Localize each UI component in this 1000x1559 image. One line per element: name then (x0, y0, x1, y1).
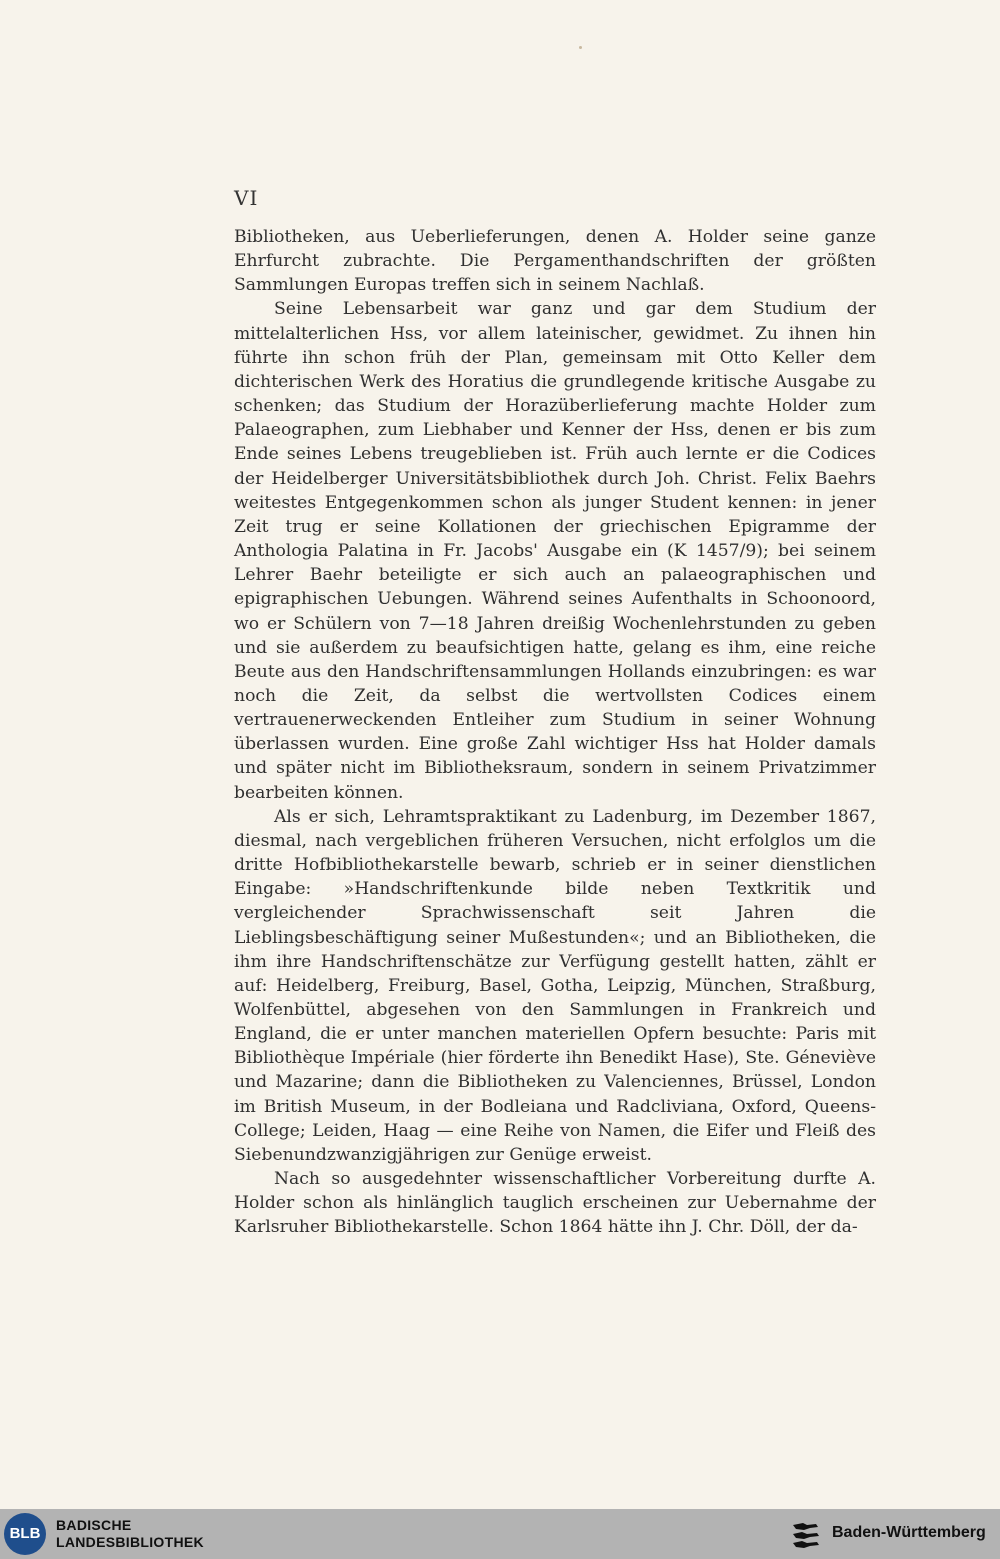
library-name[interactable] (56, 1517, 204, 1551)
footer-bar (0, 1509, 1000, 1559)
body-text (234, 225, 876, 1240)
paragraph-2: Seine Lebensarbeit war ganz und gar dem Studium der mittelalterlichen Hss, vor allem lateinischer, gewidmet. Zu ihnen hin führte ihn schon früh der Plan, gemeinsam mit Otto Keller dem dichterischen Werk des Horatius die grundlegende kritische Ausgabe zu schenken; das Studium der Horazüberlieferung machte Holder zum Palaeographen, zum Liebhaber und Kenner der Hss, denen er bis zum Ende seines Lebens treugeblieben ist. Früh auch lernte er die Codices der Heidelberger Universitätsbibliothek durch Joh. Christ. Felix Baehrs weitestes Entgegenkommen schon als junger Student kennen: in jener Zeit trug er seine Kollationen der griechischen Epigramme der Anthologia Palatina in Fr. Jacobs' Ausgabe ein (K 1457/9); bei seinem Lehrer Baehr beteiligte er sich auch an palaeographischen und epigraphischen Uebungen. Während seines Aufenthalts in Schoonoord, wo er Schülern von 7—18 Jahren dreißig Wochenlehrstunden zu geben und sie außerdem zu beaufsichtigen hatte, gelang es ihm, eine reiche Beute aus den Handschriftensammlungen Hollands einzubringen: es war noch die Zeit, da selbst die wertvollsten Codices einem vertrauenerweckenden Entleiher zum Studium in seiner Wohnung überlassen wurden. Eine große Zahl wichtiger Hss hat Holder damals und später nicht im Bibliotheksraum, sondern in seinem Privatzimmer bearbeiten können. (234, 299, 876, 803)
paper-speck (579, 46, 582, 49)
page-number: VI (234, 186, 259, 210)
state-name[interactable]: Baden-Württemberg (832, 1524, 986, 1541)
paragraph-4: Nach so ausgedehnter wissenschaftlicher Vorbereitung durfte A. Holder schon als hinlänglich tauglich erscheinen zur Uebernahme der Karlsruher Bibliothekarstelle. Schon 1864 hätte ihn J. Chr. Döll, der da- (234, 1169, 876, 1238)
paragraph-3: Als er sich, Lehramtspraktikant zu Ladenburg, im Dezember 1867, diesmal, nach vergeblichen früheren Versuchen, nicht erfolglos um die dritte Hofbibliothekarstelle bewarb, schrieb er in seiner dienstlichen Eingabe: »Handschriftenkunde bilde neben Textkritik und vergleichender Sprachwissenschaft seit Jahren die Lieblingsbeschäftigung seiner Mußestunden«; und an Bibliotheken, die ihm ihre Handschriftenschätze zur Verfügung gestellt hatten, zählt er auf: Heidelberg, Freiburg, Basel, Gotha, Leipzig, München, Straßburg, Wolfenbüttel, abgesehen von den Sammlungen in Frankreich und England, die er unter manchen materiellen Opfern besuchte: Paris mit Bibliothèque Impériale (hier förderte ihn Benedikt Hase), Ste. Géneviève und Mazarine; dann die Bibliotheken zu Valenciennes, Brüssel, London im British Museum, in der Bodleiana und Radcliviana, Oxford, Queens-College; Leiden, Haag — eine Reihe von Namen, die Eifer und Fleiß des Siebenundzwanzigjährigen zur Genüge erweist. (234, 806, 876, 1165)
paragraph-1: Bibliotheken, aus Ueberlieferungen, denen A. Holder seine ganze Ehrfurcht zubrachte. Die Pergamenthandschriften der größten Sammlungen Europas treffen sich in seinem Nachlaß. (234, 227, 876, 296)
library-name-line1: BADISCHE (56, 1517, 132, 1533)
blb-logo-icon[interactable]: BLB (4, 1513, 46, 1555)
lions-emblem-icon (790, 1521, 822, 1551)
library-name-line2: LANDESBIBLIOTHEK (56, 1534, 204, 1550)
